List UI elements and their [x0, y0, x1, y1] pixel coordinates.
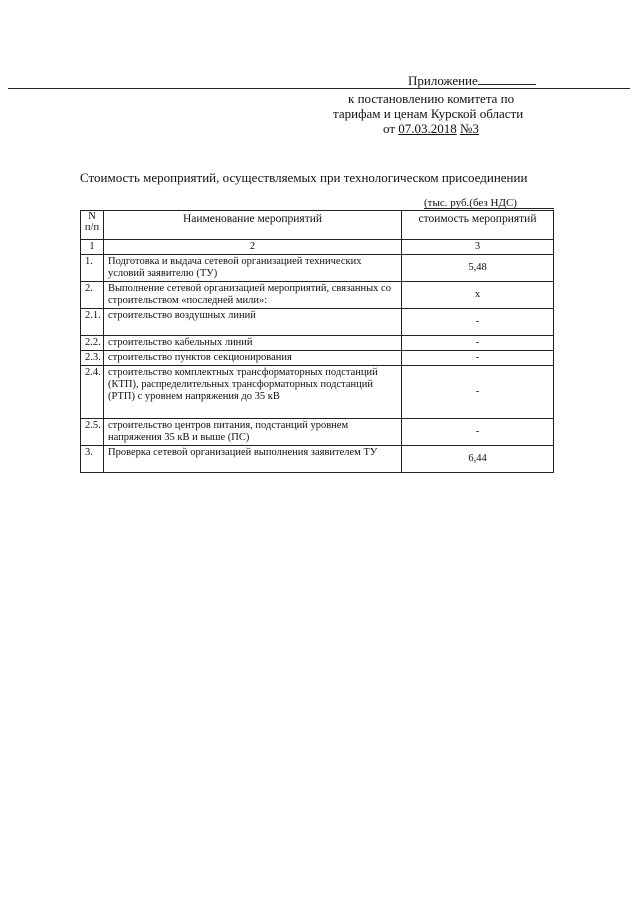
row-cost: - — [402, 419, 554, 446]
row-cost: - — [402, 366, 554, 419]
row-cost: - — [402, 309, 554, 336]
row-cost: х — [402, 282, 554, 309]
units-rule — [424, 208, 554, 209]
table-row — [81, 446, 554, 473]
col-header-name: Наименование мероприятий — [104, 211, 402, 240]
row-num: 2.3. — [81, 351, 104, 366]
col-header-cost: стоимость мероприятий — [402, 211, 554, 240]
row-num: 2. — [81, 282, 104, 309]
index-cell: 1 — [81, 240, 104, 255]
row-name: строительство комплектных трансформаторных подстанций (КТП), распределительных трансформаторных подстанций (РТП) с уровнем напряжения до 35 кВ — [104, 366, 402, 419]
index-cell: 2 — [104, 240, 402, 255]
index-cell: 3 — [402, 240, 554, 255]
decree-number: №3 — [460, 121, 479, 136]
table-row — [81, 309, 554, 336]
decree-line-2: тарифам и ценам Курской области — [333, 106, 524, 121]
row-name: Проверка сетевой организацией выполнения заявителем ТУ — [104, 446, 402, 473]
row-cost: 5,48 — [402, 255, 554, 282]
table-row — [81, 282, 554, 309]
table-header-row — [81, 211, 554, 240]
row-name: строительство воздушных линий — [104, 309, 402, 336]
header-rule — [8, 88, 630, 89]
table-row — [81, 366, 554, 419]
table-row — [81, 255, 554, 282]
row-cost: - — [402, 351, 554, 366]
document-title: Стоимость мероприятий, осуществляемых при технологическом присоединении — [80, 170, 528, 185]
decree-line-1: к постановлению комитета по — [348, 91, 515, 106]
row-name: строительство центров питания, подстанций уровнем напряжения 35 кВ и выше (ПС) — [104, 419, 402, 446]
table-index-row — [81, 240, 554, 255]
row-num: 2.2. — [81, 336, 104, 351]
appendix-label: Приложение — [408, 73, 536, 88]
row-num: 2.1. — [81, 309, 104, 336]
row-cost: 6,44 — [402, 446, 554, 473]
row-num: 2.5. — [81, 419, 104, 446]
appendix-underline — [478, 74, 536, 85]
row-name: строительство кабельных линий — [104, 336, 402, 351]
row-num: 1. — [81, 255, 104, 282]
decree-date-line: от 07.03.2018 №3 — [383, 121, 479, 136]
col-header-num: N п/п — [81, 211, 104, 240]
cost-table — [80, 210, 554, 473]
table-row — [81, 336, 554, 351]
table-row — [81, 419, 554, 446]
decree-date: 07.03.2018 — [398, 121, 457, 136]
table-row — [81, 351, 554, 366]
row-num: 2.4. — [81, 366, 104, 419]
row-num: 3. — [81, 446, 104, 473]
row-name: строительство пунктов секционирования — [104, 351, 402, 366]
units-note: (тыс. руб.(без НДС) — [424, 197, 517, 209]
row-name: Выполнение сетевой организацией мероприятий, связанных со строительством «последней мили»: — [104, 282, 402, 309]
row-cost: - — [402, 336, 554, 351]
row-name: Подготовка и выдача сетевой организацией технических условий заявителю (ТУ) — [104, 255, 402, 282]
